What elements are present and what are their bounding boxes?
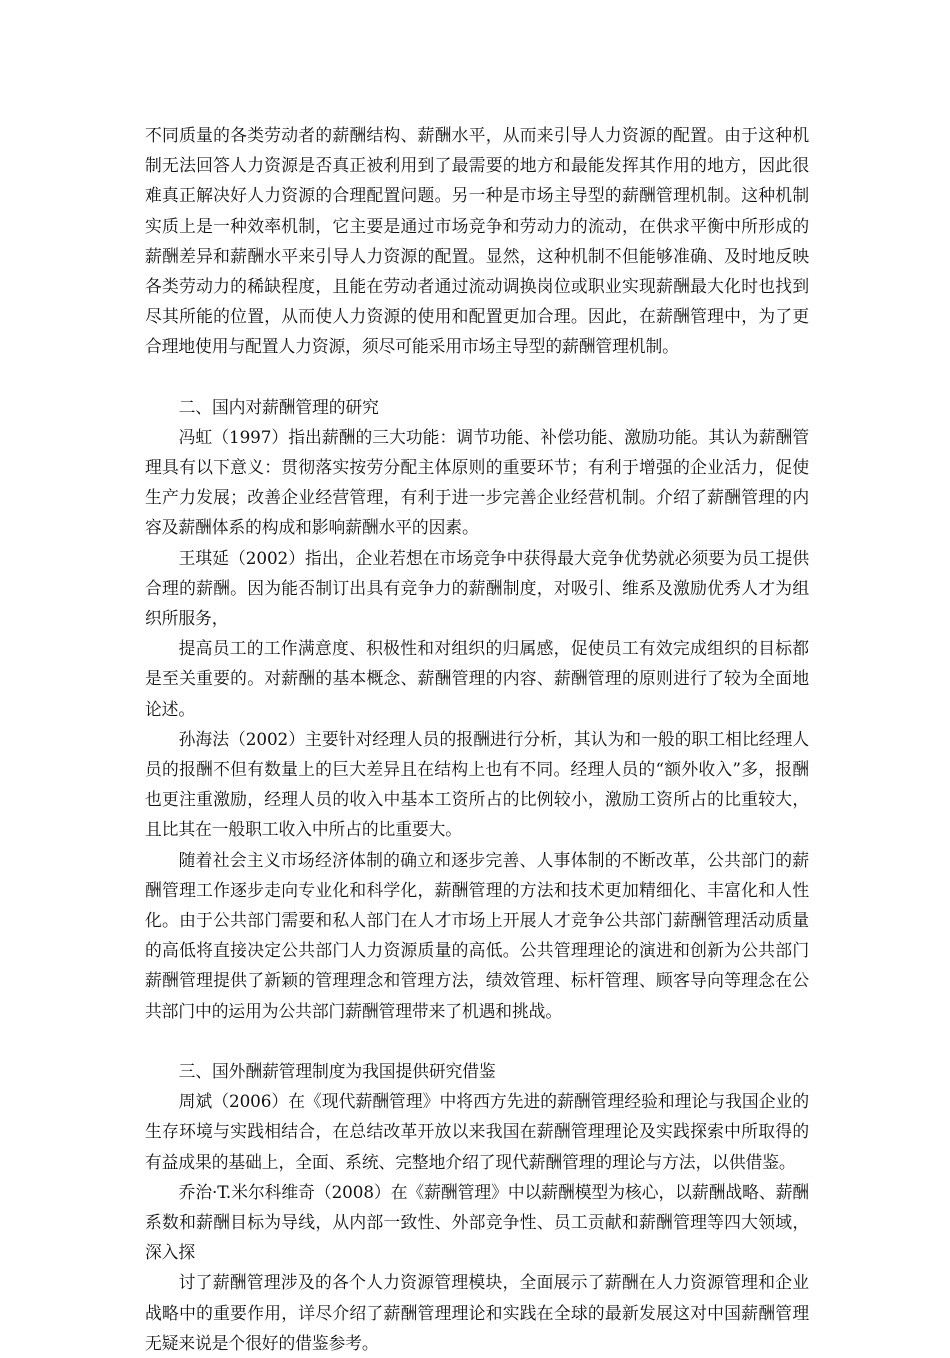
paragraph-public-sector: 随着社会主义市场经济体制的确立和逐步完善、人事体制的不断改革，公共部门的薪酬管理工作逐步走向专业化和科学化，薪酬管理的方法和技术更加精细化、丰富化和人性化。由于公共部门需要和私人部门在人才市场上开展人才竞争公共部门薪酬管理活动质量的高低将直接决定公共部门人力资源质量的高低。公共管理理论的演进和创新为公共部门薪酬管理提供了新颖的管理理念和管理方法，绩效管理、标杆管理、顾客导向等理念在公共部门中的运用为公共部门薪酬管理带来了机遇和挑战。: [145, 849, 809, 1021]
section-gap: [145, 1026, 809, 1056]
paragraph-wang-qiyan: 王琪延（2002）指出，企业若想在市场竞争中获得最大竞争优势就必须要为员工提供合理的薪酬。因为能否制订出具有竞争力的薪酬制度，对吸引、维系及激励优秀人才为组织所服务，: [145, 547, 809, 629]
paragraph-milkovich-continued: 讨了薪酬管理涉及的各个人力资源管理模块，全面展示了薪酬在人力资源管理和企业战略中的重要作用，详尽介绍了薪酬管理理论和实践在全球的最新发展这对中国薪酬管理无疑来说是个很好的借鉴参考。: [145, 1272, 809, 1353]
paragraph-intro: 不同质量的各类劳动者的薪酬结构、薪酬水平，从而来引导人力资源的配置。由于这种机制无法回答人力资源是否真正被利用到了最需要的地方和最能发挥其作用的地方，因此很难真正解决好人力资源的合理配置问题。另一种是市场主导型的薪酬管理机制。这种机制实质上是一种效率机制，它主要是通过市场竞争和劳动力的流动，在供求平衡中所形成的薪酬差异和薪酬水平来引导人力资源的配置。显然，这种机制不但能够准确、及时地反映各类劳动力的稀缺程度，且能在劳动者通过流动调换岗位或职业实现薪酬最大化时也找到尽其所能的位置，从而使人力资源的使用和配置更加合理。因此，在薪酬管理中，为了更合理地使用与配置人力资源，须尽可能采用市场主导型的薪酬管理机制。: [145, 125, 809, 357]
section-gap: [145, 362, 809, 392]
paragraph-milkovich: 乔治·T.米尔科维奇（2008）在《薪酬管理》中以薪酬模型为核心，以薪酬战略、薪酬系数和薪酬目标为导线，从内部一致性、外部竞争性、员工贡献和薪酬管理等四大领域，深入探: [145, 1181, 809, 1263]
paragraph-sun-haifa: 孙海法（2002）主要针对经理人员的报酬进行分析，其认为和一般的职工相比经理人员的报酬不但有数量上的巨大差异且在结构上也有不同。经理人员的“额外收入”多，报酬也更注重激励，经理人员的收入中基本工资所占的比例较小，激励工资所占的比重较大，且比其在一般职工收入中所占的比重要大。: [145, 728, 809, 840]
section-heading-domestic-research: 二、国内对薪酬管理的研究: [178, 396, 379, 417]
section-heading-foreign-systems: 三、国外酬薪管理制度为我国提供研究借鉴: [178, 1060, 496, 1081]
paragraph-employee-satisfaction: 提高员工的工作满意度、积极性和对组织的归属感，促使员工有效完成组织的目标都是至关重要的。对薪酬的基本概念、薪酬管理的内容、薪酬管理的原则进行了较为全面地论述。: [145, 638, 809, 719]
paragraph-zhou-bin: 周斌（2006）在《现代薪酬管理》中将西方先进的薪酬管理经验和理论与我国企业的生存环境与实践相结合，在总结改革开放以来我国在薪酬管理理论及实践探索中所取得的有益成果的基础上，全面、系统、完整地介绍了现代薪酬管理的理论与方法，以供借鉴。: [145, 1091, 809, 1172]
document-page: [145, 120, 809, 1358]
paragraph-feng-hong: 冯虹（1997）指出薪酬的三大功能：调节功能、补偿功能、激励功能。其认为薪酬管理具有以下意义：贯彻落实按劳分配主体原则的重要环节；有利于增强的企业活力，促使生产力发展；改善企业经营管理，有利于进一步完善企业经营机制。介绍了薪酬管理的内容及薪酬体系的构成和影响薪酬水平的因素。: [145, 426, 809, 538]
